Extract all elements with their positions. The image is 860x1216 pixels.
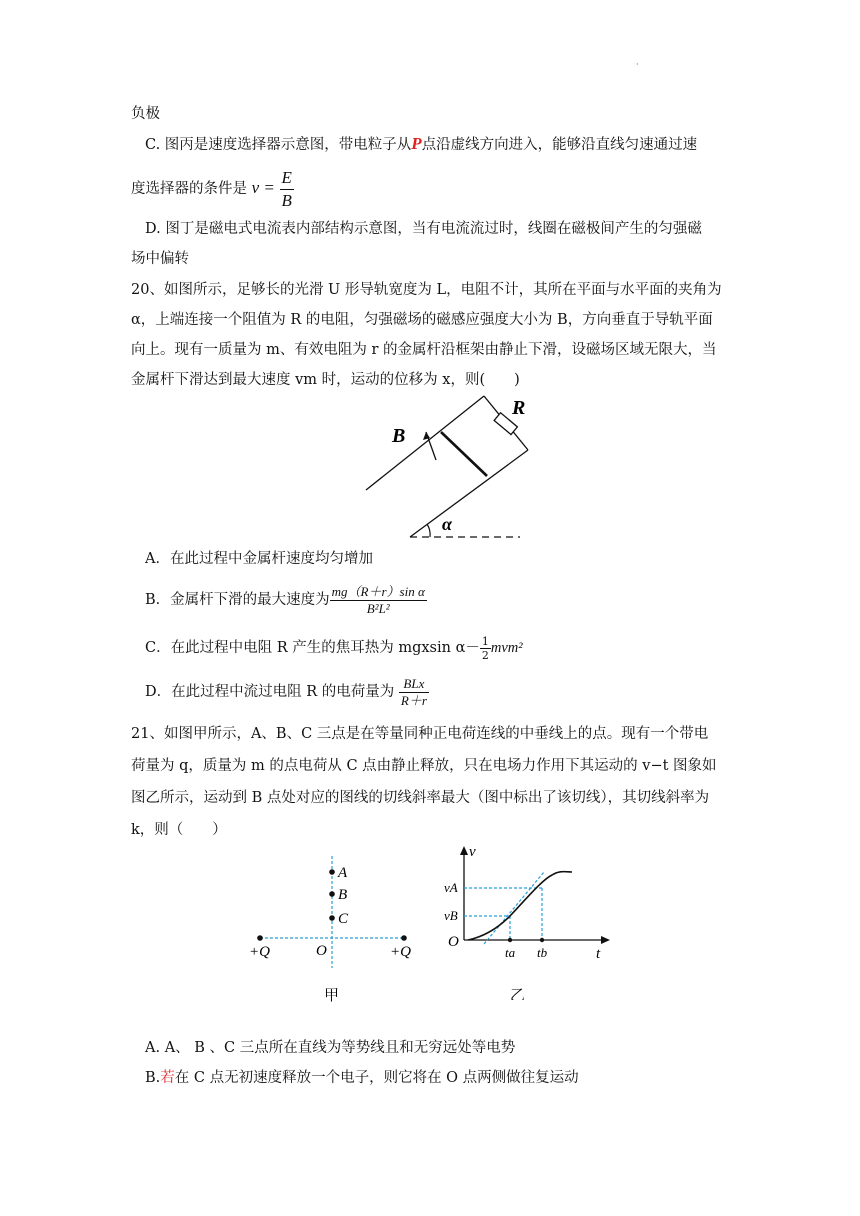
q21-figure-jia: [242, 850, 432, 1010]
q20-stem-line2: α，上端连接一个阻值为 R 的电阻，匀强磁场的磁感应强度大小为 B，方向垂直于导轨平面: [131, 312, 713, 328]
q19-option-d-cont: 场中偏转: [131, 251, 189, 267]
q19-c-text-c: 度选择器的条件是: [131, 181, 247, 197]
label-q-right: +Q: [390, 944, 411, 960]
q20-stem-line3: 向上。现有一质量为 m、有效电阻为 r 的金属杆沿框架由静止下滑，设磁场区域无限大，当: [131, 342, 717, 358]
q20-stem-line4: 金属杆下滑达到最大速度 vm 时，运动的位移为 x，则( ): [131, 372, 520, 388]
label-ta: ta: [505, 945, 516, 960]
label-b: B: [392, 425, 406, 447]
q20-option-c: [145, 630, 523, 666]
q20-c-fraction: [480, 635, 491, 662]
label-o: O: [316, 943, 327, 959]
q19-c-text-b: 点沿虚线方向进入，能够沿直线匀速通过速: [421, 137, 698, 153]
q20-option-a: A．在此过程中金属杆速度均匀增加: [145, 551, 373, 567]
q21-stem-line2: 荷量为 q，质量为 m 的点电荷从 C 点由静止释放，只在电场力作用下其运动的 v−t 图象如: [131, 758, 717, 774]
q19-c-frac-num: E: [280, 167, 294, 190]
label-t: t: [596, 946, 601, 962]
label-q-left: +Q: [249, 944, 270, 960]
q20-option-b: [145, 580, 427, 620]
q20-incline-figure: [350, 392, 550, 542]
q20-stem-line1: 20、如图所示，足够长的光滑 U 形导轨宽度为 L，电阻不计，其所在平面与水平面的夹角为: [131, 282, 722, 298]
q20-d-text: D．在此过程中流过电阻 R 的电荷量为: [145, 684, 395, 700]
q21-b-rest: 在 C 点无初速度释放一个电子，则它将在 O 点两侧做往复运动: [174, 1070, 579, 1086]
q19-c-point-p: P: [411, 134, 422, 153]
q21-option-a: A. A、 B 、C 三点所在直线为等势线且和无穷远处等电势: [145, 1040, 516, 1056]
label-tb: tb: [537, 945, 548, 960]
q21-stem-line3: 图乙所示，运动到 B 点处对应的图线的切线斜率最大（图中标出了该切线），其切线斜率为: [131, 790, 710, 806]
q20-option-d: [145, 672, 429, 712]
label-o: O: [448, 934, 459, 950]
q19-option-c: [145, 134, 697, 155]
label-va: vA: [444, 880, 458, 895]
header-dot: ·: [636, 60, 639, 69]
q20-c-frac-den: 2: [481, 648, 489, 662]
q19-c-text-a: C. 图丙是速度选择器示意图，带电粒子从: [145, 137, 412, 153]
q20-c-tail: mvm²: [490, 640, 523, 656]
q21-figure-yi: [442, 840, 622, 1000]
q19-option-c-cont: [131, 166, 294, 212]
label-c: C: [338, 911, 349, 927]
q20-d-frac-num: BLx: [399, 676, 429, 693]
label-v: v: [469, 844, 476, 860]
q20-c-frac-num: 1: [481, 634, 489, 648]
q20-c-text: C．在此过程中电阻 R 产生的焦耳热为 mgxsin α－: [145, 640, 480, 656]
q19-c-fraction: [280, 167, 294, 212]
caption-yi: 乙: [510, 988, 526, 1000]
q20-b-fraction: [330, 584, 427, 617]
label-r: R: [512, 397, 526, 419]
q19-c-velocity: v =: [251, 178, 275, 197]
q21-stem-line4: k，则（ ）: [131, 822, 227, 838]
q20-b-frac-num: mg（R＋r）sin α: [331, 583, 425, 599]
q21-b-prefix: B.: [145, 1070, 161, 1086]
caption-jia: 甲: [324, 988, 340, 1004]
q21-option-b: [145, 1068, 579, 1088]
q21-stem-line1: 21、如图甲所示，A、B、C 三点是在等量同种正电荷连线的中垂线上的点。现有一个带电: [131, 726, 709, 742]
label-vb: vB: [444, 908, 458, 923]
label-a: A: [338, 865, 348, 881]
q20-d-fraction: [399, 676, 429, 709]
q19-c-frac-den: B: [281, 190, 292, 210]
label-b: B: [338, 887, 348, 903]
q20-b-frac-den: B²L²: [366, 600, 390, 616]
q20-d-frac-den: R＋r: [400, 692, 427, 708]
q21-b-red-word: 若: [160, 1070, 175, 1086]
q19-line-negative: 负极: [131, 106, 160, 122]
q20-b-text: B．金属杆下滑的最大速度为: [145, 592, 330, 608]
label-alpha: α: [442, 514, 452, 534]
q19-option-d: D. 图丁是磁电式电流表内部结构示意图，当有电流流过时，线圈在磁极间产生的匀强磁: [145, 221, 702, 237]
